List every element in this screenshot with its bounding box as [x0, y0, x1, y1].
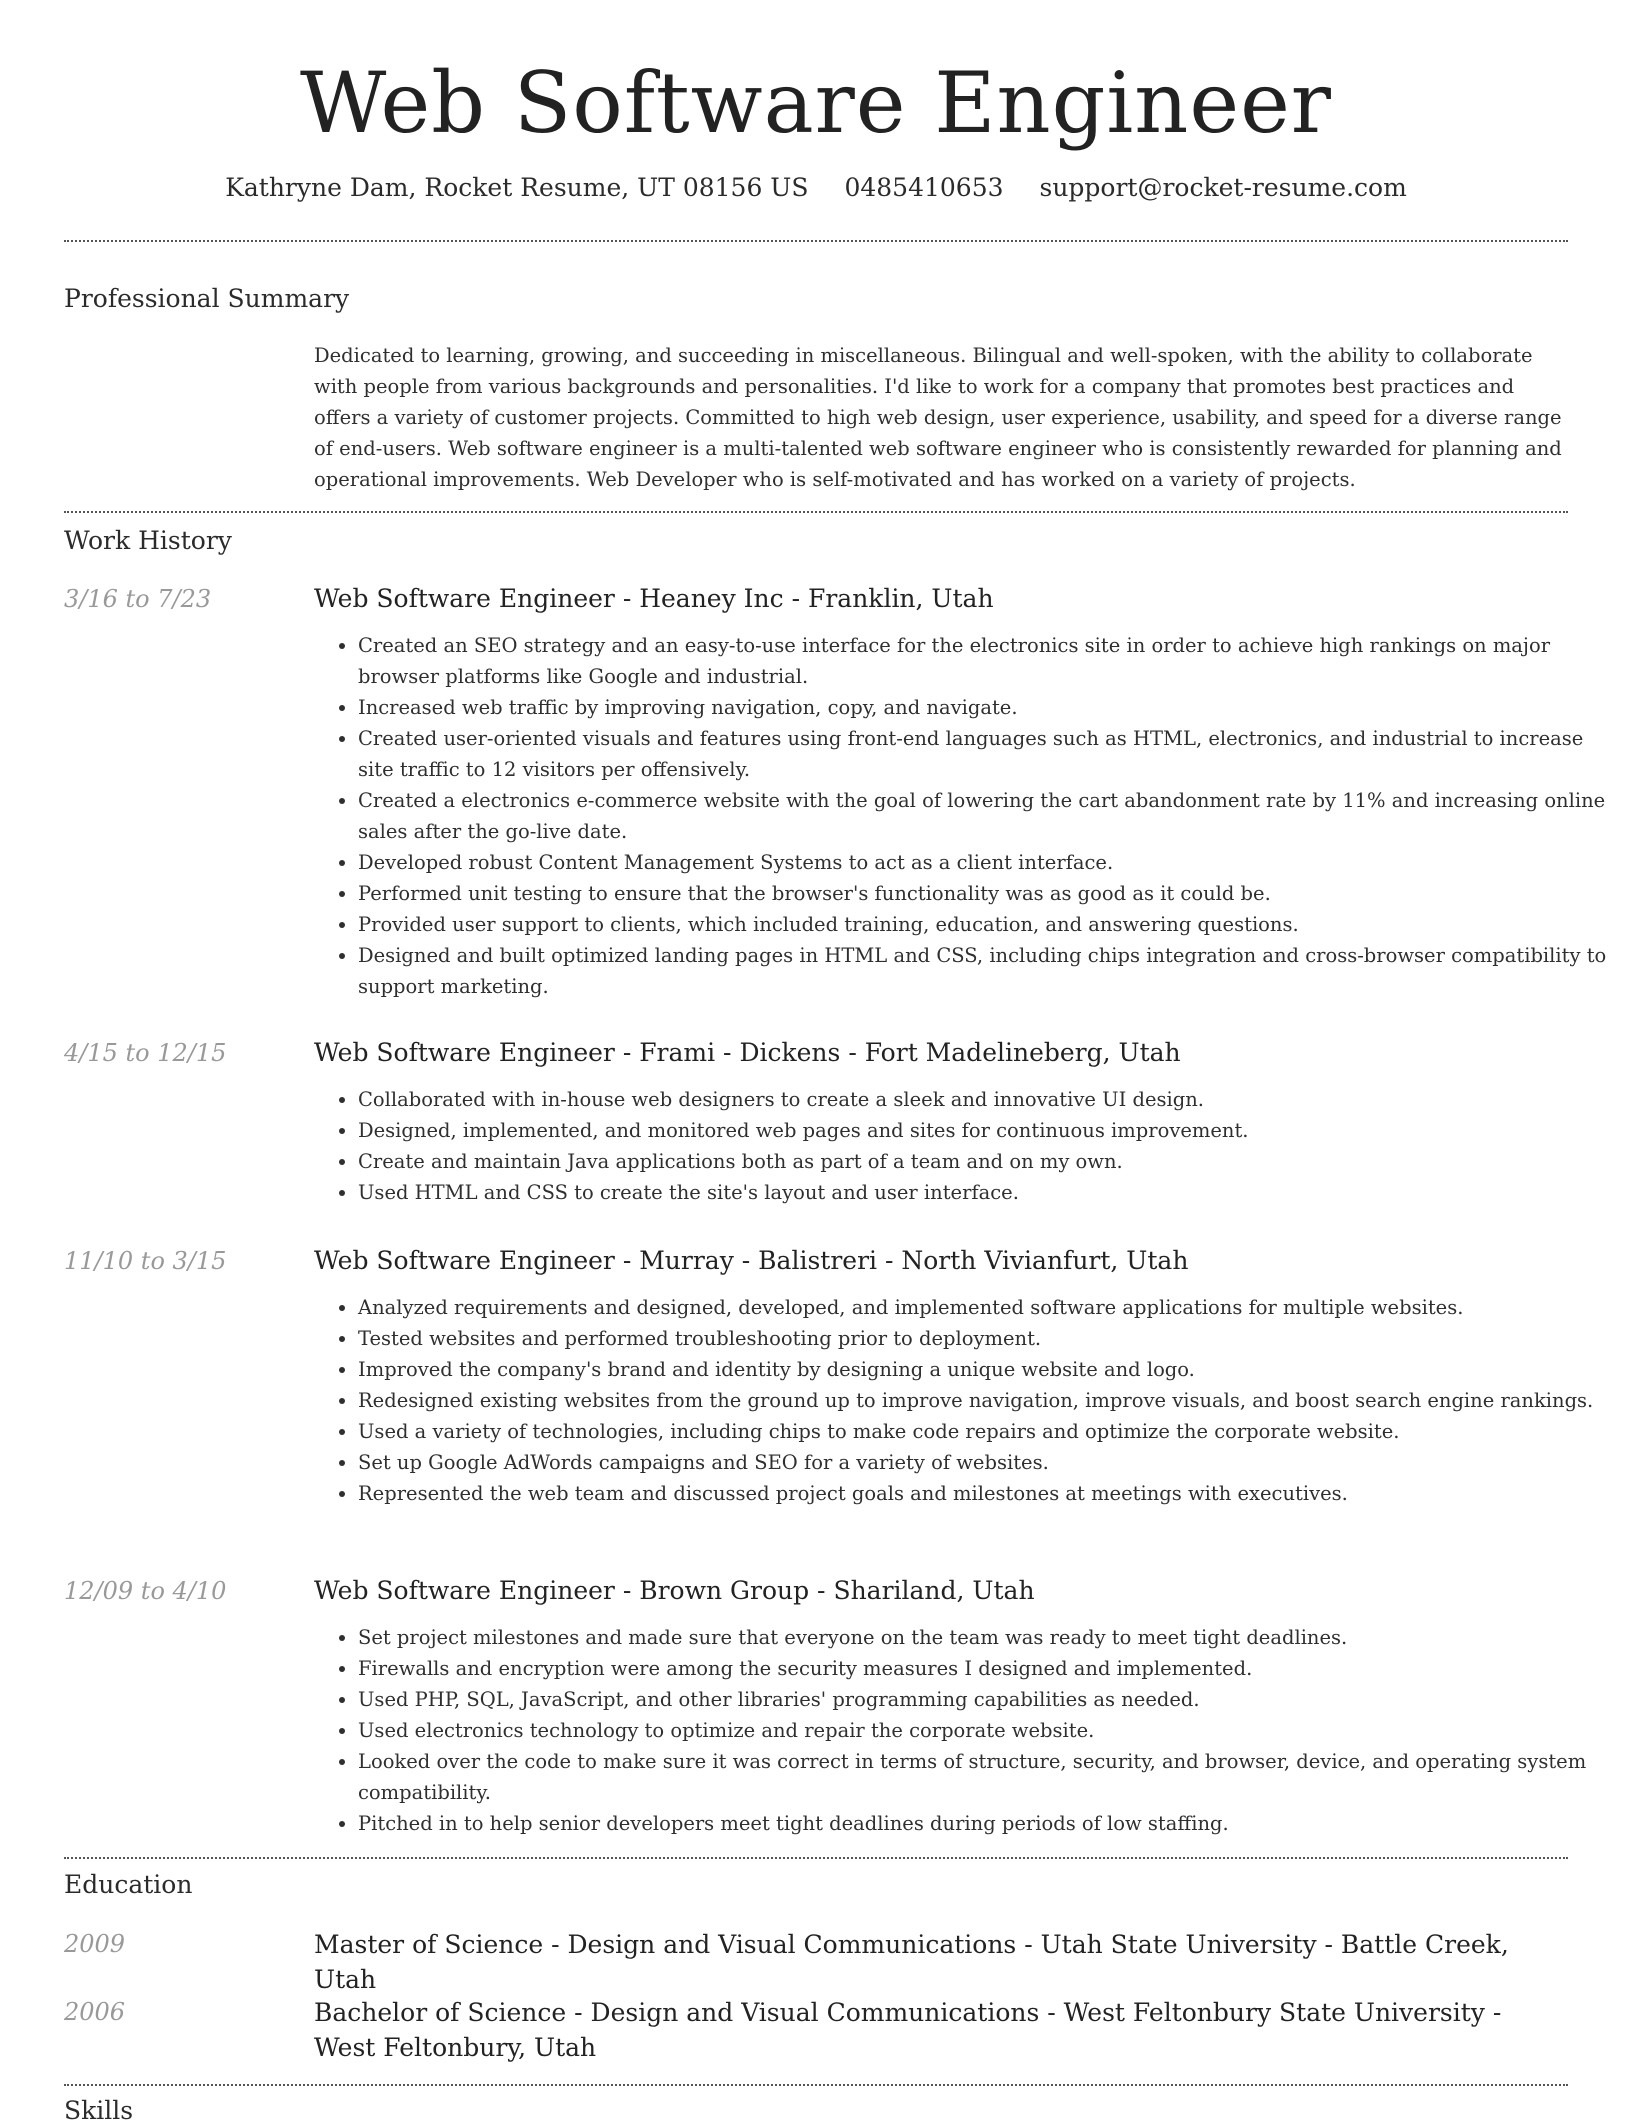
- summary-text: Dedicated to learning, growing, and succeeding in miscellaneous. Bilingual and well-spoken, with the ability to collaborate with people from various backgrounds and personalities. I'd like to work for a company that promotes best practices and offers a variety of customer projects. Committed to high web design, user experience, usability, and speed for a diverse range of end-users. Web software engineer is a multi-talented web software engineer who is consistently rewarded for planning and operational improvements. Web Developer who is self-motivated and has worked on a variety of projects.: [314, 344, 1562, 491]
- list-item: • Created an SEO strategy and an easy-to-use interface for the electronics site in order to achieve high rankings on major browser platforms like Google and industrial.: [358, 630, 1612, 692]
- contact-email[interactable]: support@rocket-resume.com: [1039, 173, 1407, 202]
- list-item: • Used a variety of technologies, including chips to make code repairs and optimize the corporate website.: [358, 1416, 1612, 1447]
- list-item: • Set up Google AdWords campaigns and SEO for a variety of websites.: [358, 1447, 1612, 1478]
- list-item: • Redesigned existing websites from the ground up to improve navigation, improve visuals, and boost search engine rankings.: [358, 1385, 1612, 1416]
- list-item: • Used electronics technology to optimize and repair the corporate website.: [358, 1715, 1612, 1746]
- skills-heading: Skills: [64, 2096, 134, 2125]
- list-item: • Create and maintain Java applications both as part of a team and on my own.: [358, 1146, 1612, 1177]
- list-item: • Analyzed requirements and designed, developed, and implemented software applications for multiple websites.: [358, 1292, 1612, 1323]
- list-item: • Developed robust Content Management Systems to act as a client interface.: [358, 847, 1612, 878]
- list-item: • Looked over the code to make sure it was correct in terms of structure, security, and browser, device, and operating system compatibility.: [358, 1746, 1612, 1808]
- job-dates: 12/09 to 4/10: [64, 1577, 227, 1605]
- contact-address: Kathryne Dam, Rocket Resume, UT 08156 US: [225, 173, 809, 202]
- section-divider: [64, 1857, 1568, 1859]
- work-history-heading: Work History: [64, 526, 232, 555]
- education-title: Bachelor of Science - Design and Visual Communications - West Feltonbury State University - West Feltonbury, Utah: [314, 1998, 1502, 2062]
- list-item: • Performed unit testing to ensure that the browser's functionality was as good as it could be.: [358, 878, 1612, 909]
- job-title: Web Software Engineer - Frami - Dickens - Fort Madelineberg, Utah: [314, 1038, 1181, 1067]
- job-bullets: [314, 1084, 1612, 1208]
- list-item: • Used HTML and CSS to create the site's layout and user interface.: [358, 1177, 1612, 1208]
- job-title: Web Software Engineer - Murray - Balistreri - North Vivianfurt, Utah: [314, 1246, 1189, 1275]
- list-item: • Collaborated with in-house web designers to create a sleek and innovative UI design.: [358, 1084, 1612, 1115]
- list-item: • Used PHP, SQL, JavaScript, and other libraries' programming capabilities as needed.: [358, 1684, 1612, 1715]
- list-item: • Created user-oriented visuals and features using front-end languages such as HTML, electronics, and industrial to increase site traffic to 12 visitors per offensively.: [358, 723, 1612, 785]
- section-divider: [64, 240, 1568, 242]
- list-item: • Represented the web team and discussed project goals and milestones at meetings with executives.: [358, 1478, 1612, 1509]
- job-bullets: [314, 630, 1612, 1002]
- job-dates: 11/10 to 3/15: [64, 1247, 227, 1275]
- list-item: • Increased web traffic by improving navigation, copy, and navigate.: [358, 692, 1612, 723]
- job-dates: 4/15 to 12/15: [64, 1039, 227, 1067]
- list-item: • Pitched in to help senior developers meet tight deadlines during periods of low staffing.: [358, 1808, 1612, 1839]
- list-item: • Firewalls and encryption were among the security measures I designed and implemented.: [358, 1653, 1612, 1684]
- contact-line: [0, 170, 1632, 206]
- education-year: 2006: [64, 1998, 126, 2026]
- section-divider: [64, 2084, 1568, 2086]
- job-dates: 3/16 to 7/23: [64, 585, 212, 613]
- list-item: • Created a electronics e-commerce website with the goal of lowering the cart abandonment rate by 11% and increasing online sales after the go-live date.: [358, 785, 1612, 847]
- education-heading: Education: [64, 1870, 193, 1899]
- education-title: Master of Science - Design and Visual Communications - Utah State University - Battle Creek, Utah: [314, 1930, 1509, 1994]
- contact-phone: 0485410653: [844, 173, 1004, 202]
- job-bullets: [314, 1622, 1612, 1839]
- list-item: • Improved the company's brand and identity by designing a unique website and logo.: [358, 1354, 1612, 1385]
- list-item: • Provided user support to clients, which included training, education, and answering questions.: [358, 909, 1612, 940]
- list-item: • Designed, implemented, and monitored web pages and sites for continuous improvement.: [358, 1115, 1612, 1146]
- list-item: • Tested websites and performed troubleshooting prior to deployment.: [358, 1323, 1612, 1354]
- job-title: Web Software Engineer - Brown Group - Shariland, Utah: [314, 1576, 1035, 1605]
- list-item: • Set project milestones and made sure that everyone on the team was ready to meet tight deadlines.: [358, 1622, 1612, 1653]
- resume-title: Web Software Engineer: [300, 54, 1332, 152]
- summary-heading: Professional Summary: [64, 284, 350, 313]
- job-title: Web Software Engineer - Heaney Inc - Franklin, Utah: [314, 584, 994, 613]
- list-item: • Designed and built optimized landing pages in HTML and CSS, including chips integration and cross-browser compatibility to support marketing.: [358, 940, 1612, 1002]
- job-bullets: [314, 1292, 1612, 1509]
- education-year: 2009: [64, 1930, 126, 1958]
- section-divider: [64, 511, 1568, 513]
